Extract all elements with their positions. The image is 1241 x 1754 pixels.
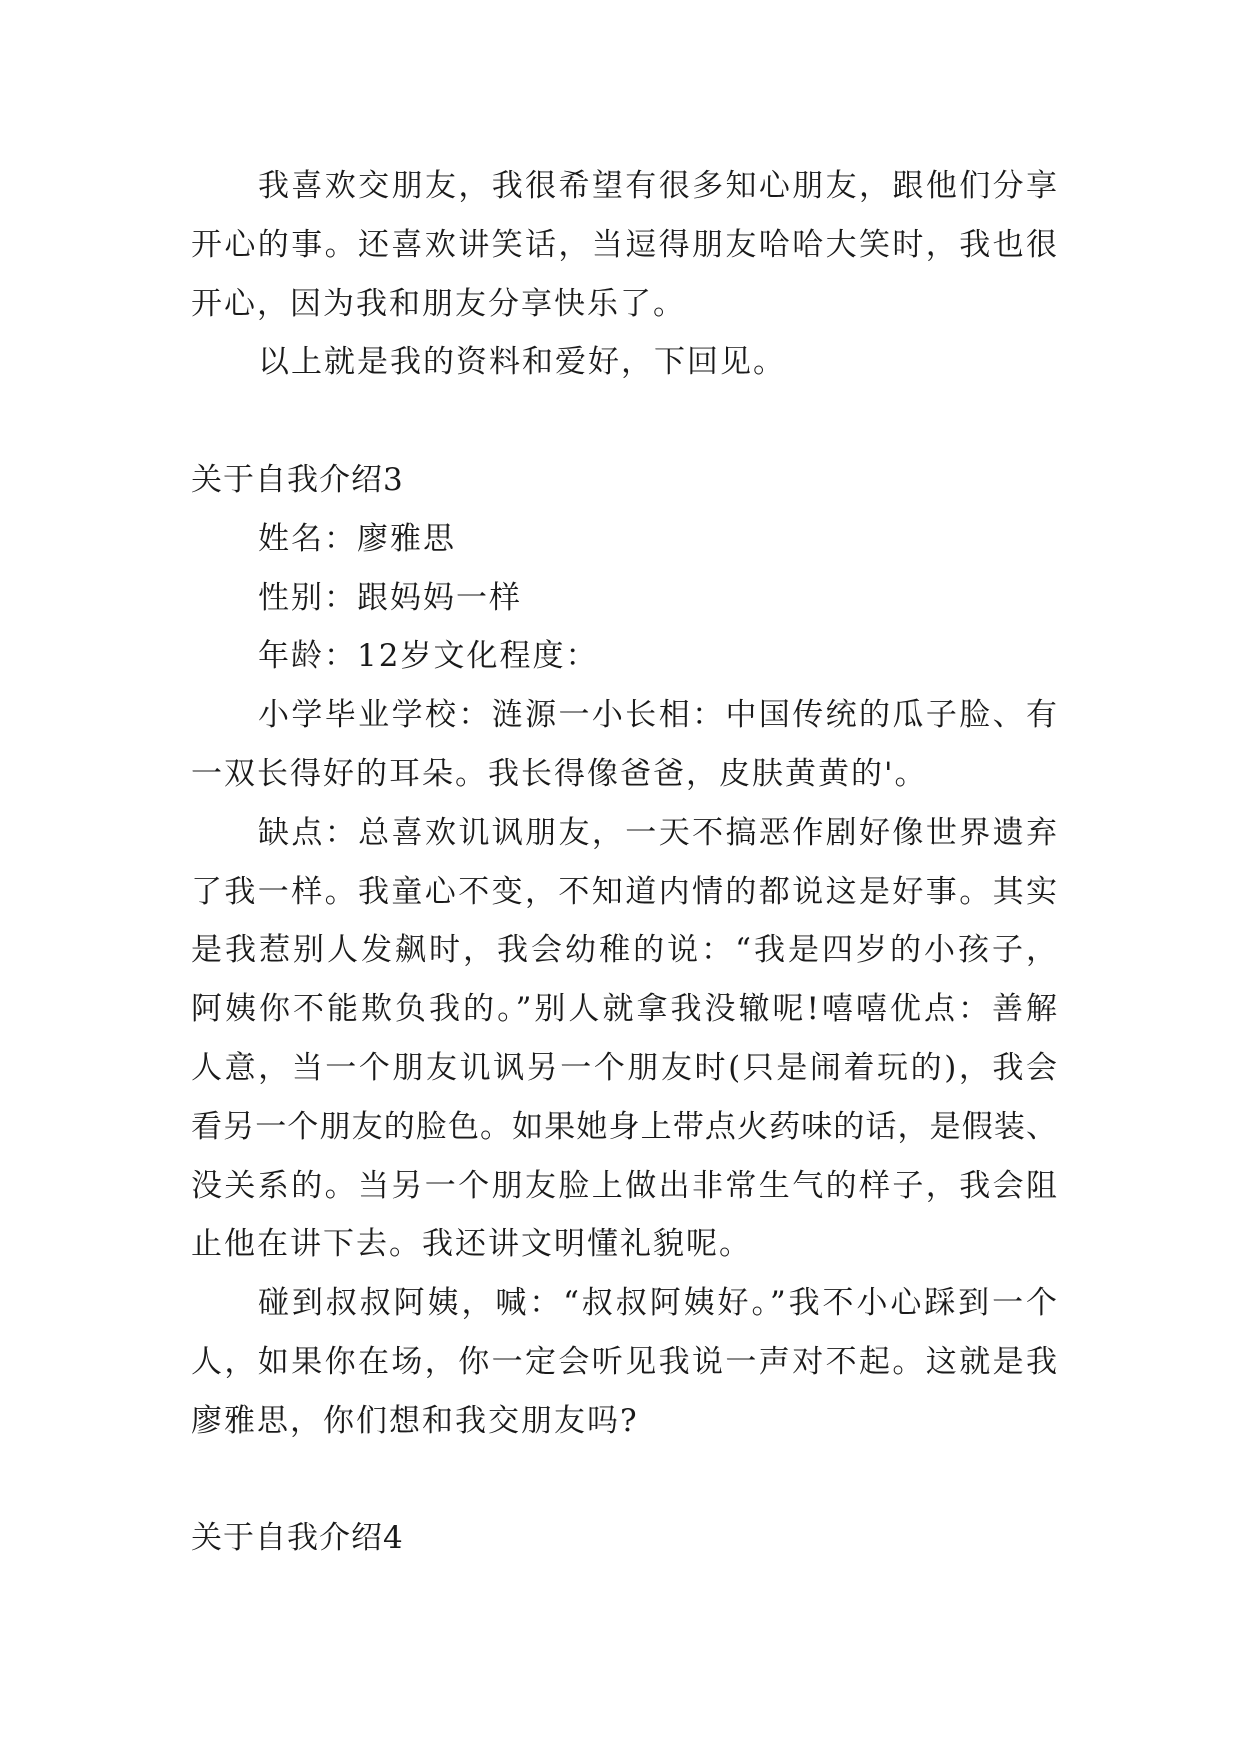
paragraph — [191, 804, 1057, 1274]
text-line: 一双长得好的耳朵。我长得像爸爸，皮肤黄黄的'。 — [191, 755, 928, 792]
section-spacer — [191, 392, 1057, 451]
text-line: 我喜欢交朋友，我很希望有很多知心朋友，跟他们分享 — [258, 168, 1057, 204]
document-body — [191, 157, 1057, 1568]
paragraph — [191, 157, 1057, 333]
section-spacer — [191, 1451, 1057, 1510]
text-line: 小学毕业学校：涟源一小长相：中国传统的瓜子脸、有 — [258, 697, 1057, 734]
text-line: 性别：跟妈妈一样 — [258, 579, 522, 616]
paragraph — [191, 686, 1057, 804]
text-line: 是我惹别人发飙时，我会幼稚的说：“我是四岁的小孩子， — [191, 932, 1057, 969]
text-line: 缺点：总喜欢讥讽朋友，一天不搞恶作剧好像世界遗弃 — [258, 814, 1057, 851]
text-line: 看另一个朋友的脸色。如果她身上带点火药味的话，是假装、 — [191, 1108, 1057, 1145]
section-heading: 关于自我介绍3 — [191, 461, 404, 498]
text-line: 人意，当一个朋友讥讽另一个朋友时(只是闹着玩的)，我会 — [191, 1049, 1057, 1086]
paragraph — [191, 569, 1057, 628]
paragraph — [191, 510, 1057, 569]
paragraph — [191, 627, 1057, 686]
text-line: 开心，因为我和朋友分享快乐了。 — [191, 285, 686, 322]
text-line: 碰到叔叔阿姨，喊：“叔叔阿姨好。”我不小心踩到一个 — [258, 1285, 1057, 1322]
text-line: 姓名：廖雅思 — [258, 520, 456, 557]
text-line: 止他在讲下去。我还讲文明懂礼貌呢。 — [191, 1226, 752, 1263]
paragraph — [191, 1274, 1057, 1450]
text-line: 阿姨你不能欺负我的。”别人就拿我没辙呢!嘻嘻优点：善解 — [191, 991, 1057, 1028]
paragraph — [191, 333, 1057, 392]
text-line: 年龄：12岁文化程度： — [258, 638, 599, 675]
text-line: 廖雅思，你们想和我交朋友吗? — [191, 1402, 639, 1439]
section-heading: 关于自我介绍4 — [191, 1520, 404, 1557]
text-line: 没关系的。当另一个朋友脸上做出非常生气的样子，我会阻 — [191, 1167, 1057, 1204]
text-line: 人，如果你在场，你一定会听见我说一声对不起。这就是我 — [191, 1343, 1057, 1380]
text-line: 开心的事。还喜欢讲笑话，当逗得朋友哈哈大笑时，我也很 — [191, 226, 1057, 263]
text-line: 了我一样。我童心不变，不知道内情的都说这是好事。其实 — [191, 873, 1057, 910]
text-line: 以上就是我的资料和爱好，下回见。 — [258, 344, 786, 381]
